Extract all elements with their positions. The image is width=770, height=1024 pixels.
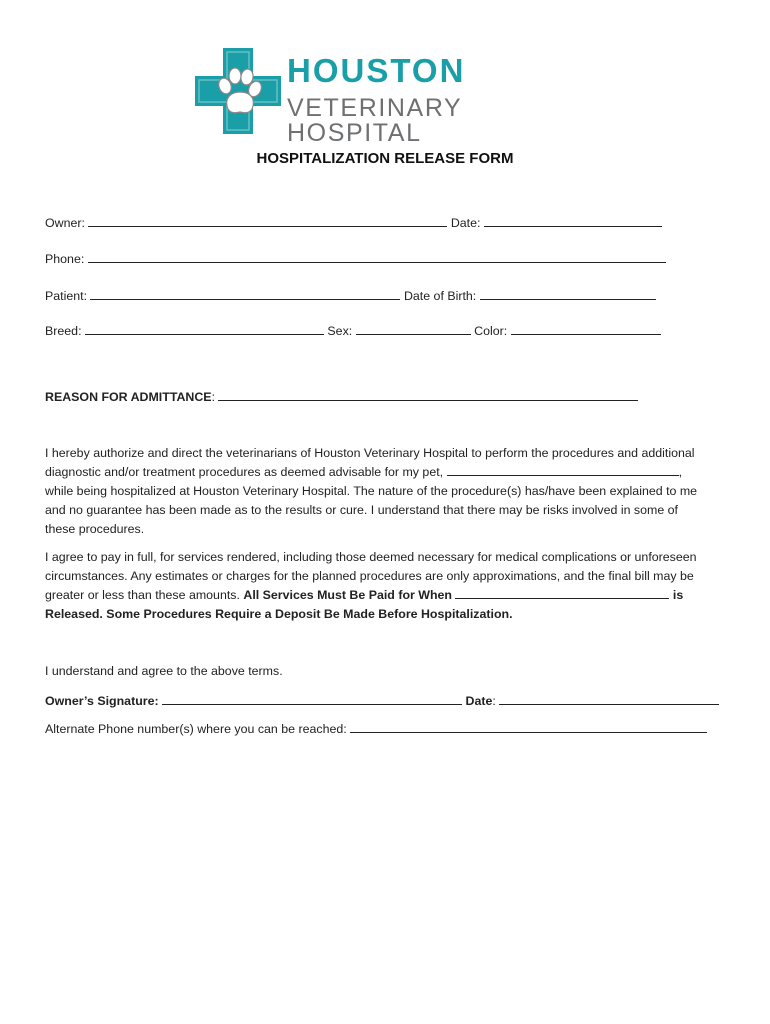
dob-label: Date of Birth: (403, 289, 477, 303)
authorization-paragraph (45, 444, 735, 539)
date-field[interactable] (484, 214, 662, 227)
breed-field[interactable] (85, 322, 324, 335)
breed-label: Breed: (45, 324, 82, 338)
auth-line-5: these procedures. (45, 522, 145, 536)
reason-colon: : (211, 390, 216, 404)
paw-cross-icon (195, 48, 281, 134)
pay-line-4: Released. Some Procedures Require a Deposit Be Made Before Hospitalization. (45, 607, 513, 621)
payment-paragraph (45, 548, 735, 624)
pet-name-field[interactable] (447, 464, 679, 476)
pay-line-1: I agree to pay in full, for services rendered, including those deemed necessary for medical complications or unforeseen (45, 550, 697, 564)
auth-line-2: diagnostic and/or treatment procedures as deemed advisable for my pet, , (45, 465, 683, 479)
owner-label: Owner: (45, 216, 85, 230)
auth-line-4: and no guarantee has been made as to the results or cure. I understand that there may be risks involved in some of (45, 503, 678, 517)
owner-field[interactable] (88, 214, 447, 227)
color-label: Color: (474, 324, 508, 338)
logo-line-veterinary-hospital: VETERINARY HOSPITAL (287, 94, 462, 147)
auth-line-1: I hereby authorize and direct the veterinarians of Houston Veterinary Hospital to perform the procedures and additional (45, 446, 695, 460)
pay-line-2: circumstances. Any estimates or charges for the planned procedures are only approximations, and the final bill may be (45, 569, 694, 583)
breed-sex-color-row (45, 322, 661, 337)
signature-label: Owner’s Signature: (45, 694, 159, 708)
alt-phone-row (45, 720, 707, 735)
reason-label: REASON FOR ADMITTANCE (45, 390, 212, 404)
reason-field[interactable] (218, 388, 638, 401)
patient-field[interactable] (90, 287, 400, 300)
alt-phone-label: Alternate Phone number(s) where you can be reached: (45, 722, 347, 736)
owner-date-row (45, 214, 662, 229)
agreement-text: I understand and agree to the above terms. (45, 664, 283, 678)
sex-field[interactable] (356, 322, 471, 335)
phone-row (45, 250, 666, 265)
alt-phone-field[interactable] (350, 720, 707, 733)
signature-row: Owner’s Signature: Date: (45, 692, 719, 707)
pay-line-3: greater or less than these amounts. All Services Must Be Paid for When is (45, 588, 684, 602)
auth-line-3: while being hospitalized at Houston Veterinary Hospital. The nature of the procedure(s) has/have been explained to me (45, 484, 698, 498)
form-title: HOSPITALIZATION RELEASE FORM (256, 150, 514, 167)
phone-field[interactable] (88, 250, 666, 263)
color-field[interactable] (511, 322, 661, 335)
patient-dob-row (45, 287, 656, 302)
signature-date-field[interactable] (499, 692, 719, 705)
signature-field[interactable] (162, 692, 462, 705)
logo-line-houston: HOUSTON (287, 52, 466, 89)
pet-name-field-2[interactable] (455, 587, 669, 599)
phone-label: Phone: (45, 252, 85, 266)
signature-date-label: Date (465, 694, 493, 708)
patient-label: Patient: (45, 289, 88, 303)
sex-label: Sex: (327, 324, 353, 338)
hospital-logo (195, 44, 575, 147)
reason-row (45, 388, 638, 403)
date-label: Date: (450, 216, 481, 230)
dob-field[interactable] (480, 287, 656, 300)
